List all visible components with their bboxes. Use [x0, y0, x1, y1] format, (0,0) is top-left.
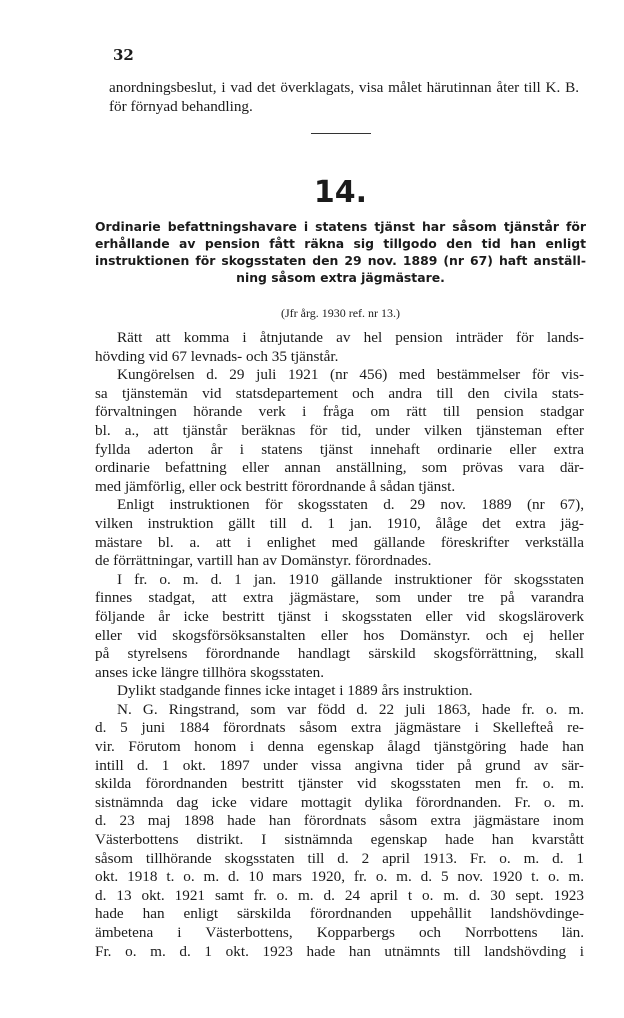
body-line: Fr. o. m. d. 1 okt. 1923 hade han utnämnts till landshövding i [95, 942, 584, 960]
intro-paragraph: anordningsbeslut, i vad det överklagats, visa målet härutinnan åter till K. B. för förnyad behandling. [109, 79, 579, 115]
body-line: på styrelsens förordnande handlagt särskild skogsförrättning, skall [95, 645, 584, 663]
heading-line: ning såsom extra jägmästare. [236, 270, 445, 285]
body-line: Kungörelsen d. 29 juli 1921 (nr 456) med bestämmelser för vis- [117, 366, 584, 384]
body-line: såsom tillhörande skogsstaten till d. 2 april 1913. Fr. o. m. d. 1 [95, 849, 584, 867]
reference-note: (Jfr årg. 1930 ref. nr 13.) [280, 306, 401, 320]
body-line: Enligt instruktionen för skogsstaten d. 29 nov. 1889 (nr 67), [117, 496, 584, 514]
body-line: ordinarie befattning eller annan anställning, som prövas vara där- [95, 459, 584, 477]
body-line: med jämförlig, eller ock bestritt förordnande å sådan tjänst. [95, 477, 456, 495]
body-line: eller vid skogsförsöksanstalten eller hos Domänstyr. och ej heller [95, 626, 584, 644]
body-line: vilken instruktion gällt till d. 1 jan. 1910, ålåge det extra jäg- [95, 514, 584, 532]
body-line: I fr. o. m. d. 1 jan. 1910 gällande instruktioner för skogsstaten [117, 570, 584, 588]
page-number: 32 [113, 46, 134, 64]
document-page [95, 0, 586, 1018]
body-line: ämbetena i Västerbottens, Kopparbergs och Norrbottens län. [95, 924, 584, 941]
body-line: fyllda aderton år i statens tjänst innehaft ordinarie eller extra [95, 440, 584, 458]
body-line: Dylikt stadgande finnes icke intaget i 1889 års instruktion. [117, 682, 473, 700]
body-line: sa tjänstemän vid statsdepartement och andra till den civila stats- [95, 384, 584, 402]
body-line: hövding vid 67 levnads- och 35 tjänstår. [95, 347, 339, 365]
body-line: intill d. 1 okt. 1897 under vissa angivna tider på grund av sär- [95, 756, 584, 774]
heading-line: erhållande av pension fått räkna sig tillgodo den tid han enligt [95, 236, 586, 251]
body-line: d. 23 maj 1898 hade han förordnats såsom extra jägmästare inom [95, 812, 584, 830]
body-line: skilda förordnanden bestritt tjänster vid skogsstaten men fr. o. m. [95, 775, 584, 793]
body-line: okt. 1918 t. o. m. d. 10 mars 1920, fr. o. m. d. 5 nov. 1920 t. o. m. [95, 868, 584, 886]
body-text [95, 329, 584, 961]
body-line: d. 5 juni 1884 förordnats såsom extra jägmästare i Skellefteå re- [95, 719, 584, 737]
body-line: anses icke längre tillhöra skogsstaten. [95, 663, 325, 681]
body-line: finnes stadgat, att extra jägmästare, som under tre på varandra [95, 589, 584, 607]
body-line: d. 13 okt. 1921 samt fr. o. m. d. 24 april t o. m. d. 30 sept. 1923 [95, 886, 584, 904]
body-line: hade han enligt särskilda förordnanden uppehållit landshövdinge- [95, 905, 584, 923]
body-line: förvaltningen hörande verk i fråga om rätt till pension stadgar [95, 403, 584, 421]
heading-line: instruktionen för skogsstaten den 29 nov. 1889 (nr 67) haft anställ- [95, 253, 586, 268]
heading-line: Ordinarie befattningshavare i statens tjänst har såsom tjänstår för [95, 219, 586, 234]
body-line: Västerbottens distrikt. I sistnämnda egenskap hade han kvarstått [95, 831, 584, 849]
body-line: sistnämnda dag icke vidare mottagit dylika förordnanden. Fr. o. m. [95, 793, 584, 811]
body-line: följande år icke bestritt tjänst i skogsstaten eller vid skogsläroverk [95, 607, 584, 625]
body-line: vir. Förutom honom i denna egenskap ålagd tjänstgöring hade han [95, 738, 584, 756]
body-line: de förrättningar, vartill han av Domänstyr. förordnades. [95, 552, 432, 570]
section-number: 14. [313, 175, 368, 210]
body-line: mästare bl. a. att i enlighet med gällande föreskrifter verkställa [95, 533, 584, 551]
body-line: N. G. Ringstrand, som var född d. 22 juli 1863, hade fr. o. m. [117, 700, 584, 718]
body-line: Rätt att komma i åtnjutande av hel pension inträder för lands- [117, 329, 584, 346]
section-divider [311, 133, 371, 134]
body-line: bl. a., att tjänstår beräknas för tid, under vilken tjänsteman efter [95, 421, 584, 439]
section-heading [95, 218, 586, 286]
